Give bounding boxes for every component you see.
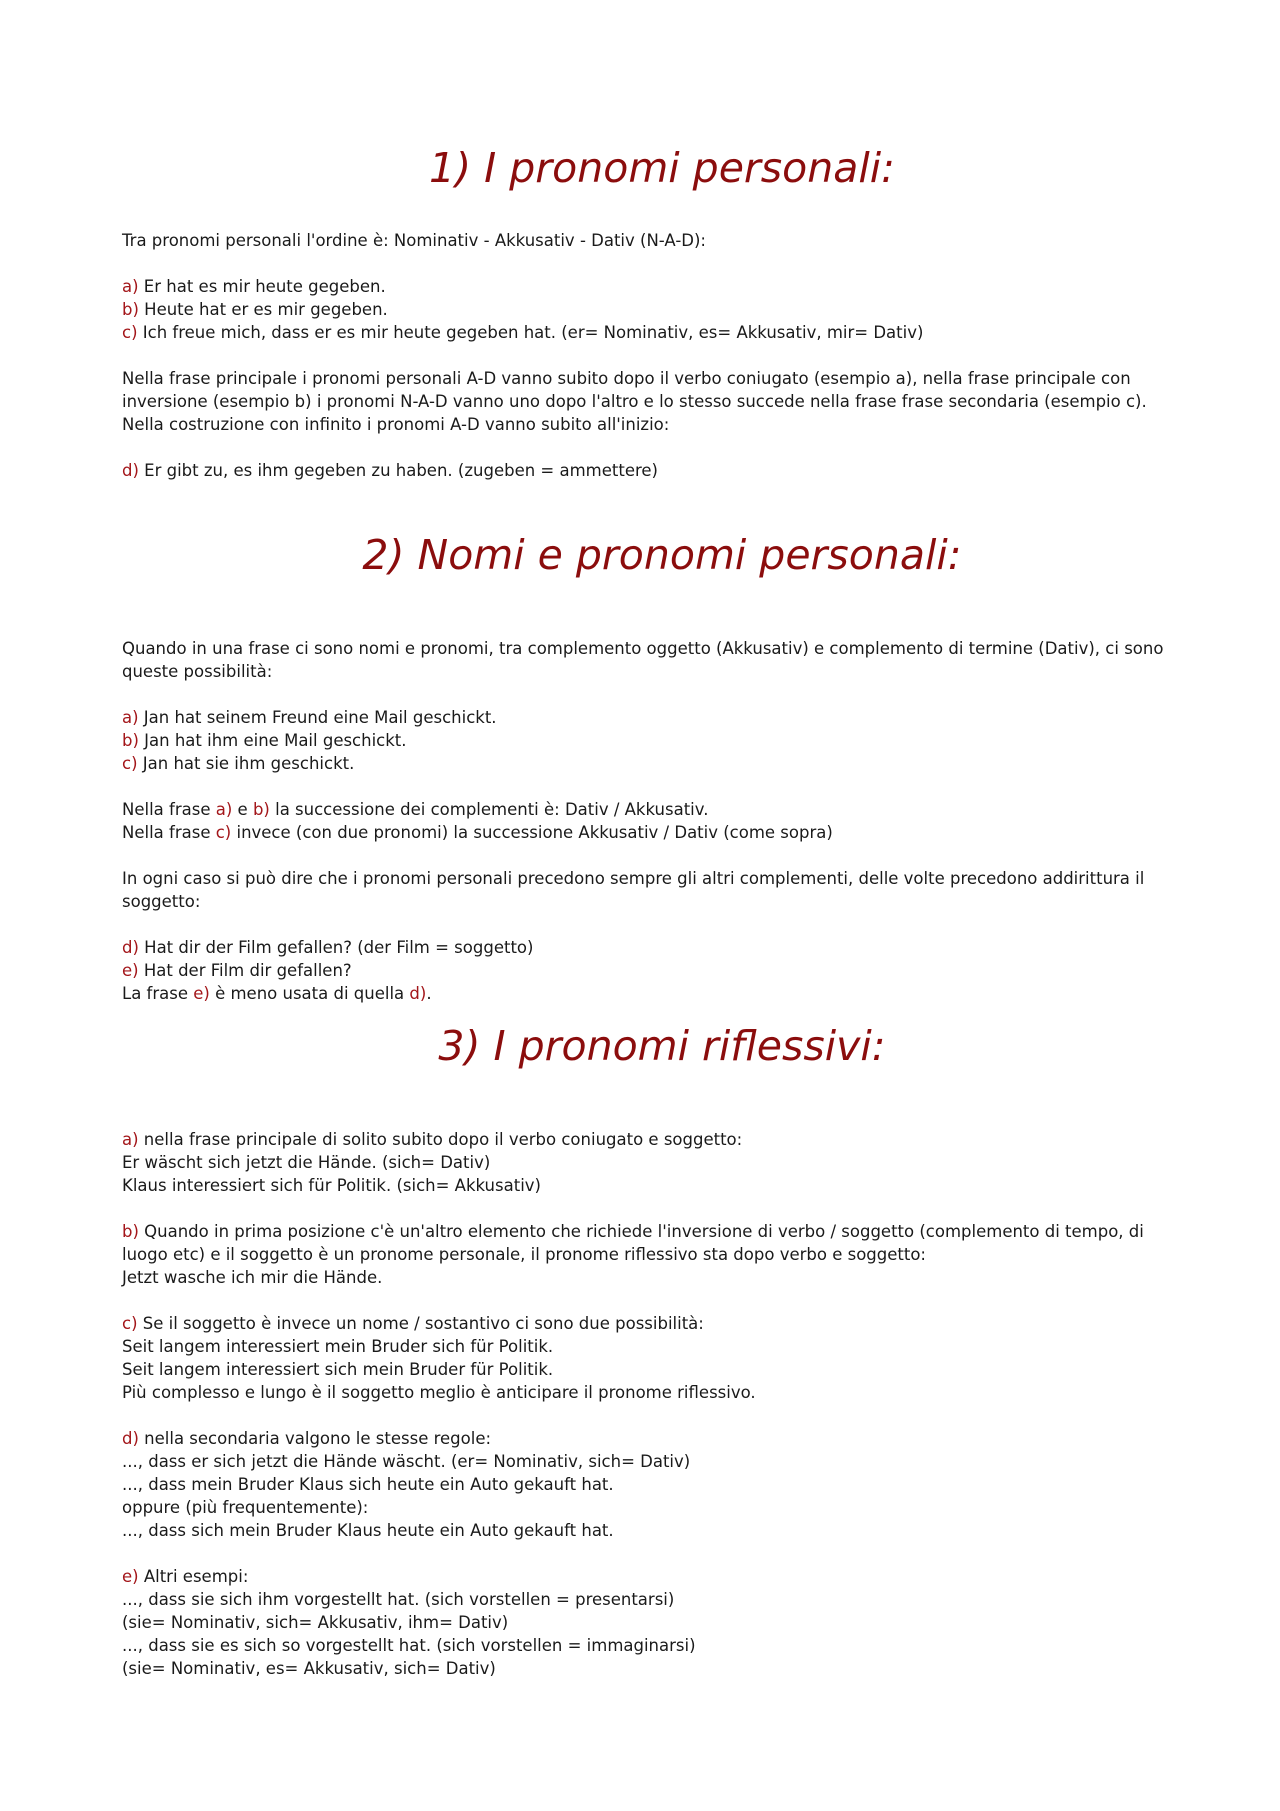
rule-line (122, 1128, 1172, 1151)
example-key: d) (122, 938, 139, 957)
example-key: a) (122, 1130, 139, 1149)
text: Nella frase (122, 823, 216, 842)
example-key: e) (122, 1567, 139, 1586)
example-text: Jan hat sie ihm geschickt. (137, 754, 355, 773)
intro-text: Tra pronomi personali l'ordine è: Nominativ - Akkusativ - Dativ (N-A-D): (122, 231, 706, 250)
example-text: Heute hat er es mir gegeben. (138, 300, 388, 319)
example-line (122, 275, 1172, 298)
example-line: ..., dass sich mein Bruder Klaus heute ein Auto gekauft hat. (122, 1521, 614, 1540)
text: La frase (122, 984, 194, 1003)
example-key: c) (122, 1314, 138, 1333)
example-line: Jetzt wasche ich mir die Hände. (122, 1268, 383, 1287)
example-line: Seit langem interessiert mein Bruder sich für Politik. (122, 1337, 554, 1356)
paragraph (122, 798, 1172, 821)
rule-line (122, 1565, 1172, 1588)
example-key: c) (215, 823, 232, 842)
text: la successione dei complementi è: Dativ / Akkusativ. (269, 800, 709, 819)
example-line (122, 321, 1172, 344)
example-text: Er hat es mir heute gegeben. (138, 277, 386, 296)
example-line (122, 752, 1172, 775)
example-key: c) (122, 754, 138, 773)
example-line (122, 729, 1172, 752)
example-key: e) (122, 961, 139, 980)
rule-line (122, 1427, 1172, 1450)
section-title: 2) Nomi e pronomi personali: (362, 531, 962, 579)
rule-text: Altri esempi: (138, 1567, 249, 1586)
section-title: 1) I pronomi personali: (429, 144, 895, 192)
example-key: d) (122, 461, 139, 480)
example-line (122, 936, 1172, 959)
example-text: Hat der Film dir gefallen? (138, 961, 352, 980)
paragraph: Nella frase principale i pronomi personali A-D vanno subito dopo il verbo coniugato (esempio a), nella frase principale con inversione (esempio b) i pronomi N-A-D vanno uno dopo l'altro e lo stesso succede nella frase frase secondaria (esempio c). (122, 369, 1147, 411)
text: e (232, 800, 253, 819)
rule-text: Quando in prima posizione c'è un'altro elemento che richiede l'inversione di verbo / soggetto (complemento di tempo, di luogo etc) e il soggetto è un pronome personale, il pronome riflessivo sta dopo verbo e soggetto: (122, 1222, 1144, 1264)
example-line: ..., dass sie sich ihm vorgestellt hat. (sich vorstellen = presentarsi) (122, 1590, 675, 1609)
example-line: (sie= Nominativ, es= Akkusativ, sich= Dativ) (122, 1659, 496, 1678)
example-key: e) (193, 984, 210, 1003)
example-key: a) (122, 277, 139, 296)
example-line: oppure (più frequentemente): (122, 1498, 369, 1517)
example-line: (sie= Nominativ, sich= Akkusativ, ihm= Dativ) (122, 1613, 509, 1632)
rule-text: nella frase principale di solito subito dopo il verbo coniugato e soggetto: (138, 1130, 743, 1149)
example-key: d) (409, 984, 427, 1003)
example-line (122, 706, 1172, 729)
example-line: Er wäscht sich jetzt die Hände. (sich= Dativ) (122, 1153, 491, 1172)
text: . (426, 984, 432, 1003)
rule-line (122, 1220, 1172, 1266)
text: invece (con due pronomi) la successione Akkusativ / Dativ (come sopra) (231, 823, 833, 842)
example-text: Hat dir der Film gefallen? (der Film = soggetto) (138, 938, 534, 957)
example-line: Seit langem interessiert sich mein Bruder für Politik. (122, 1360, 554, 1379)
example-key: d) (122, 1429, 139, 1448)
section-1 (122, 143, 1172, 482)
example-key: b) (122, 300, 139, 319)
paragraph (122, 821, 1172, 844)
example-line (122, 298, 1172, 321)
example-key: a) (122, 708, 139, 727)
paragraph (122, 982, 1172, 1005)
intro-text: Quando in una frase ci sono nomi e pronomi, tra complemento oggetto (Akkusativ) e complemento di termine (Dativ), ci sono queste possibilità: (122, 639, 1164, 681)
rule-text: nella secondaria valgono le stesse regole: (138, 1429, 492, 1448)
example-line: Klaus interessiert sich für Politik. (sich= Akkusativ) (122, 1176, 541, 1195)
text: è meno usata di quella (209, 984, 410, 1003)
text: Nella frase (122, 800, 216, 819)
example-text: Ich freue mich, dass er es mir heute gegeben hat. (er= Nominativ, es= Akkusativ, mir= Dativ) (137, 323, 924, 342)
example-line (122, 459, 1172, 482)
rule-line (122, 1312, 1172, 1335)
section-2 (122, 530, 1172, 1005)
example-key: b) (252, 800, 270, 819)
example-text: Jan hat ihm eine Mail geschickt. (138, 731, 407, 750)
example-key: a) (215, 800, 233, 819)
example-key: b) (122, 1222, 139, 1241)
section-title: 3) I pronomi riflessivi: (438, 1022, 886, 1070)
example-line (122, 959, 1172, 982)
example-text: Er gibt zu, es ihm gegeben zu haben. (zugeben = ammettere) (138, 461, 658, 480)
example-text: Jan hat seinem Freund eine Mail geschickt. (138, 708, 497, 727)
paragraph: Nella costruzione con infinito i pronomi A-D vanno subito all'inizio: (122, 415, 670, 434)
example-line: ..., dass sie es sich so vorgestellt hat. (sich vorstellen = immaginarsi) (122, 1636, 696, 1655)
example-key: c) (122, 323, 138, 342)
rule-text: Se il soggetto è invece un nome / sostantivo ci sono due possibilità: (137, 1314, 704, 1333)
example-line: Più complesso e lungo è il soggetto meglio è anticipare il pronome riflessivo. (122, 1383, 756, 1402)
example-line: ..., dass er sich jetzt die Hände wäscht. (er= Nominativ, sich= Dativ) (122, 1452, 691, 1471)
section-3 (122, 1021, 1172, 1680)
example-key: b) (122, 731, 139, 750)
example-line: ..., dass mein Bruder Klaus sich heute ein Auto gekauft hat. (122, 1475, 614, 1494)
paragraph: In ogni caso si può dire che i pronomi personali precedono sempre gli altri complementi, delle volte precedono addirittura il soggetto: (122, 869, 1145, 911)
